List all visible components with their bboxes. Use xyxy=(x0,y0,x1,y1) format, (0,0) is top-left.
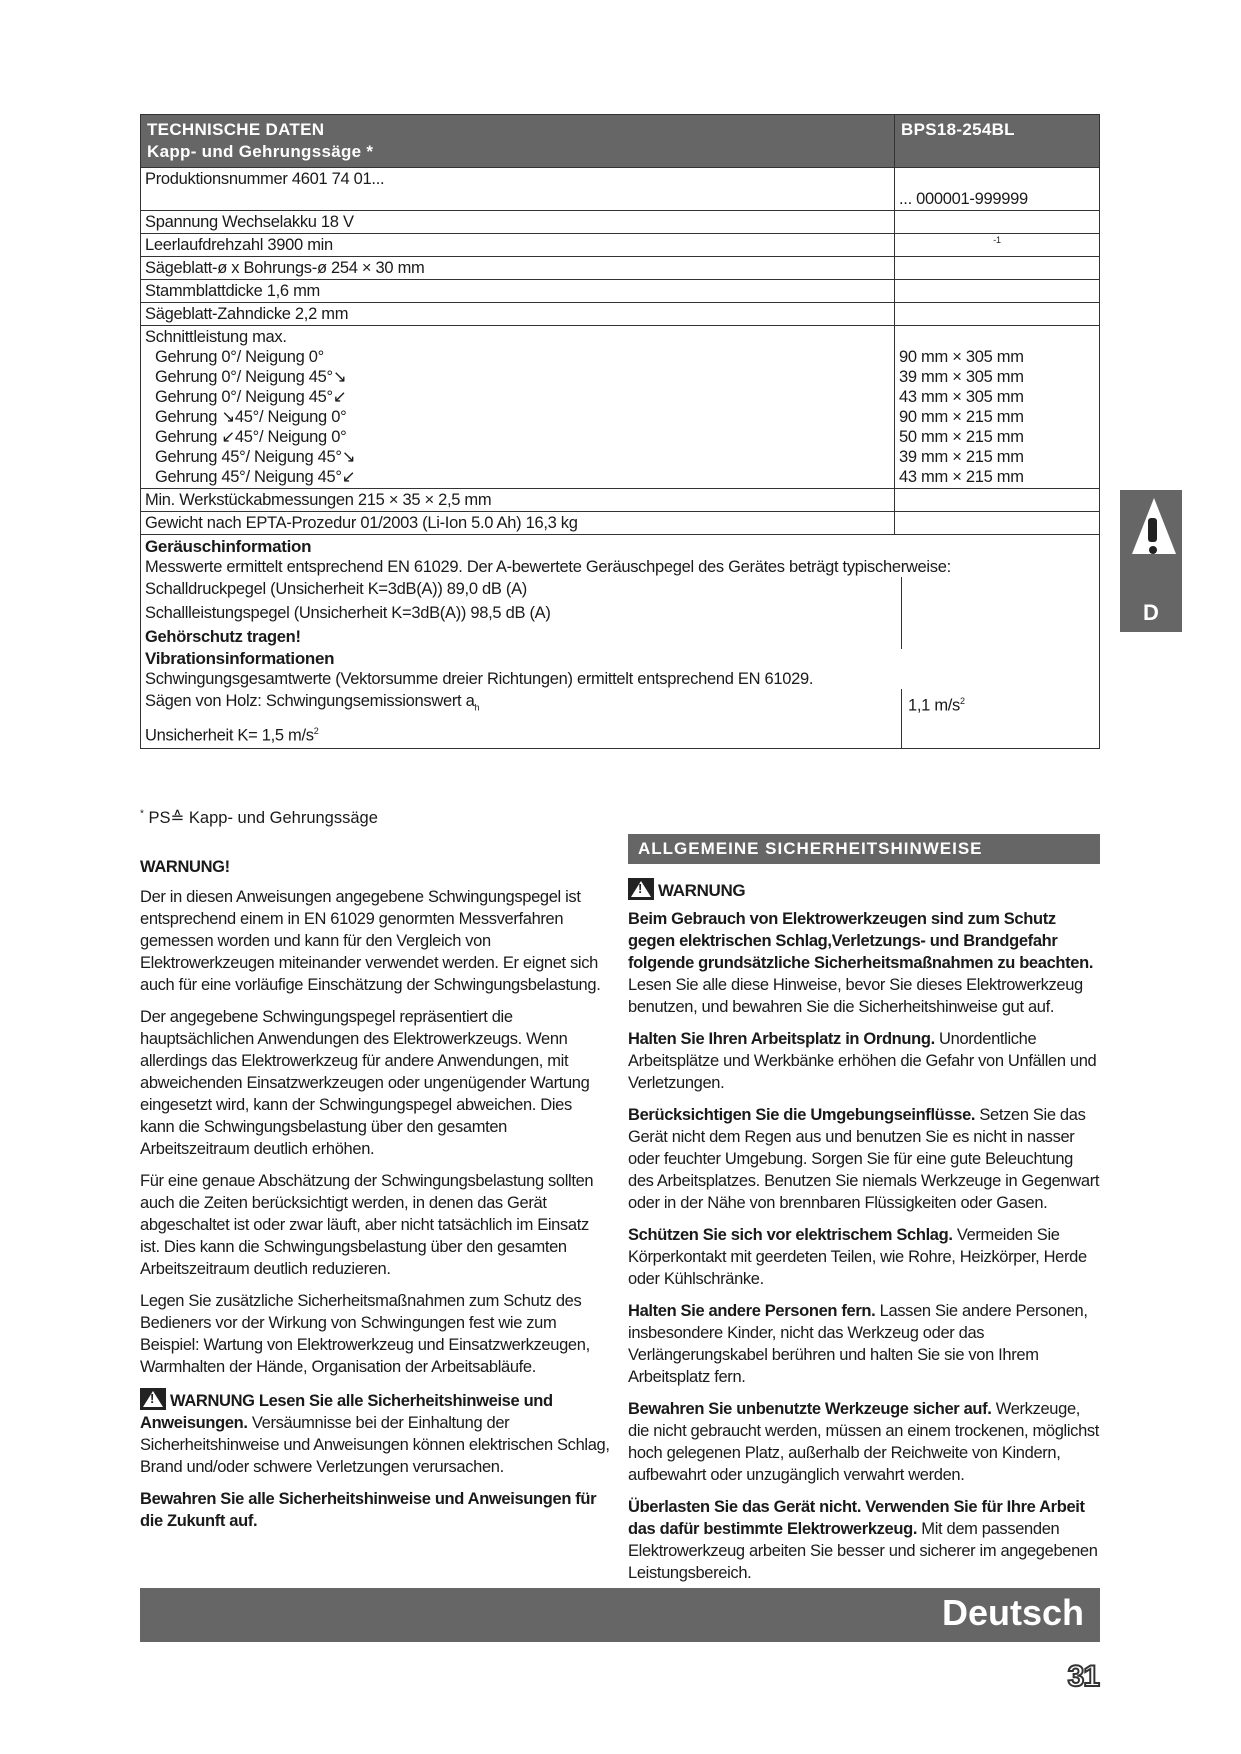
cut-value: 90 mm × 215 mm xyxy=(899,408,1024,426)
warning-paragraph xyxy=(140,1388,610,1478)
row-value xyxy=(895,211,1100,234)
row-label: Spannung Wechselakku 18 V xyxy=(141,211,895,234)
table-header-title-cell xyxy=(141,115,895,168)
table-header-title: TECHNISCHE DATEN xyxy=(147,120,325,139)
warning-sign-icon xyxy=(628,878,654,900)
row-label: Sägeblatt-Zahndicke 2,2 mm xyxy=(141,303,895,326)
left-column xyxy=(140,856,610,1542)
table-row-cutting xyxy=(141,326,1100,489)
paragraph: Legen Sie zusätzliche Sicherheitsmaßnahmen zum Schutz des Bedieners vor der Wirkung von Schwingungen fest wie zum Beispiel: Wartung von Elektrowerkzeug und Einsatzwerkzeugen, Warmhalten der Hände, Organisation der Arbeitsabläufe. xyxy=(140,1292,590,1376)
cutting-values-cell xyxy=(895,326,1100,489)
cut-value: 90 mm × 305 mm xyxy=(899,348,1024,366)
cut-label: Gehrung ↙45°/ Neigung 0° xyxy=(155,428,347,446)
warning-heading xyxy=(628,878,1100,902)
language-footer-bar xyxy=(140,1588,1100,1642)
min-workpiece-label: Min. Werkstückabmessungen 215 × 35 × 2,5 mm xyxy=(141,489,895,512)
vibration-title: Vibrationsinformationen xyxy=(145,649,335,668)
table-row xyxy=(141,257,1100,280)
cutting-capacity-cell xyxy=(141,326,895,489)
noise-vibration-cell xyxy=(141,535,1100,749)
cut-value: 39 mm × 305 mm xyxy=(899,368,1024,386)
safety-item: Halten Sie andere Personen fern. Lassen Sie andere Personen, insbesondere Kinder, nicht das Werkzeug oder das Verlängerungskabel berühren und halten Sie sie von Ihrem Arbeitsplatz fern. xyxy=(628,1302,1088,1386)
keep-instructions: Bewahren Sie alle Sicherheitshinweise und Anweisungen für die Zukunft auf. xyxy=(140,1490,597,1530)
section-heading: ALLGEMEINE SICHERHEITSHINWEISE xyxy=(628,834,1100,864)
table-header-subtitle: Kapp- und Gehrungssäge * xyxy=(147,142,374,161)
safety-item: Berücksichtigen Sie die Umgebungseinflüsse. Setzen Sie das Gerät nicht dem Regen aus und benutzen Sie es nicht in nasser oder feuchter Umgebung. Sorgen Sie für eine gute Beleuchtung des Arbeitsplatzes. Benutzen Sie niemals Werkzeuge in Gegenwart oder in der Nähe von brennbaren Flüssigkeiten oder Gasen. xyxy=(628,1106,1100,1212)
footnote xyxy=(140,808,378,828)
paragraph: Der angegebene Schwingungspegel repräsentiert die hauptsächlichen Anwendungen des Elektrowerkzeugs. Wenn allerdings das Elektrowerkzeug für andere Anwendungen, mit abweichenden Einsatzwerkzeugen oder ungenügender Wartung eingesetzt wird, kann der Schwingungspegel abweichen. Dies kann die Schwingungsbelastung über den gesamten Arbeitszeitraum deutlich erhöhen. xyxy=(140,1008,590,1158)
safety-item: Halten Sie Ihren Arbeitsplatz in Ordnung. Unordentliche Arbeitsplätze und Werkbänke erhöhen die Gefahr von Unfällen und Verletzungen. xyxy=(628,1030,1097,1092)
cut-value: 43 mm × 215 mm xyxy=(899,468,1024,486)
cut-value: 50 mm × 215 mm xyxy=(899,428,1024,446)
tech-data-table xyxy=(140,114,1100,749)
sound-power: Schallleistungspegel (Unsicherheit K=3dB(A)) 98,5 dB (A) xyxy=(145,604,551,622)
row-label: Leerlaufdrehzahl 3900 min xyxy=(141,234,895,257)
footnote-text: PS≙ Kapp- und Gehrungssäge xyxy=(148,809,378,827)
table-row xyxy=(141,234,1100,257)
cut-label: Gehrung 45°/ Neigung 45°↘ xyxy=(155,448,356,466)
side-tab-letter: D xyxy=(1143,600,1159,625)
sound-pressure: Schalldruckpegel (Unsicherheit K=3dB(A)) 89,0 dB (A) xyxy=(145,580,527,598)
noise-title: Geräuschinformation xyxy=(145,537,312,556)
table-row xyxy=(141,303,1100,326)
cut-value: 43 mm × 305 mm xyxy=(899,388,1024,406)
cutting-capacity-title: Schnittleistung max. xyxy=(145,328,287,346)
warning-sign-icon xyxy=(140,1388,166,1410)
language-label: Deutsch xyxy=(941,1592,1084,1633)
table-row xyxy=(141,280,1100,303)
footnote-mark: * xyxy=(140,808,144,820)
cut-label: Gehrung 0°/ Neigung 45°↙ xyxy=(155,388,347,406)
table-row xyxy=(141,512,1100,535)
vibration-text: Schwingungsgesamtwerte (Vektorsumme dreier Richtungen) ermittelt entsprechend EN 61029. xyxy=(145,670,814,688)
weight-label: Gewicht nach EPTA-Prozedur 01/2003 (Li-Ion 5.0 Ah) 16,3 kg xyxy=(141,512,895,535)
table-header-row xyxy=(141,115,1100,168)
row-value xyxy=(895,303,1100,326)
vibration-uncertainty-exp: 2 xyxy=(313,726,319,737)
table-header-model: BPS18-254BL xyxy=(895,115,1100,168)
paragraph: Für eine genaue Abschätzung der Schwingungsbelastung sollten auch die Zeiten berücksichtigt werden, in denen das Gerät abgeschaltet ist oder zwar läuft, aber nicht tatsächlich im Einsatz ist. Dies kann die Schwingungsbelastung über den gesamten Arbeitszeitraum deutlich reduzieren. xyxy=(140,1172,594,1278)
row-label: Sägeblatt-ø x Bohrungs-ø 254 × 30 mm xyxy=(141,257,895,280)
row-value xyxy=(895,257,1100,280)
noise-vibration-row xyxy=(141,535,1100,749)
vibration-wood-value: 1,1 m/s xyxy=(908,696,961,715)
table-row xyxy=(141,489,1100,512)
language-side-tab xyxy=(1120,490,1182,632)
vibration-wood-sub: h xyxy=(474,702,480,713)
vibration-uncertainty: Unsicherheit K= 1,5 m/s xyxy=(145,726,314,745)
warning-label: WARNUNG xyxy=(658,881,746,900)
vibration-wood-exp: 2 xyxy=(960,696,965,706)
cut-value: 39 mm × 215 mm xyxy=(899,448,1024,466)
right-column xyxy=(628,878,1100,1594)
safety-item: Beim Gebrauch von Elektrowerkzeugen sind zum Schutz gegen elektrischen Schlag,Verletzungs- und Brandgefahr folgende grundsätzliche Sicherheitsmaßnahmen zu beachten. Lesen Sie alle diese Hinweise, bevor Sie dieses Elektrowerkzeug benutzen, und bewahren Sie die Sicherheitshinweise gut auf. xyxy=(628,910,1094,1016)
cut-label: Gehrung ↘45°/ Neigung 0° xyxy=(155,408,347,426)
page-number: 31 xyxy=(1067,1660,1099,1693)
cut-label: Gehrung 0°/ Neigung 0° xyxy=(155,348,324,366)
noise-text: Messwerte ermittelt entsprechend EN 61029. Der A-bewertete Geräuschpegel des Gerätes beträgt typischerweise: xyxy=(145,558,951,576)
vibration-wood-label: Sägen von Holz: Schwingungsemissionswert a xyxy=(145,692,475,710)
row-value: ... 000001-999999 xyxy=(895,168,1100,211)
hearing-protection: Gehörschutz tragen! xyxy=(145,628,301,646)
row-value xyxy=(895,280,1100,303)
cut-label: Gehrung 45°/ Neigung 45°↙ xyxy=(155,468,356,486)
table-row xyxy=(141,168,1100,211)
warning-text: Versäumnisse bei der Einhaltung der Sicherheitshinweise und Anweisungen können elektrischen Schlag, Brand und/oder schwere Verletzungen verursachen. xyxy=(140,1414,610,1476)
row-label: Produktionsnummer 4601 74 01... xyxy=(141,168,895,211)
safety-item: Überlasten Sie das Gerät nicht. Verwenden Sie für Ihre Arbeit das dafür bestimmte Elektrowerkzeug. Mit dem passenden Elektrowerkzeug arbeiten Sie besser und sicherer im angegebenen Leistungsbereich. xyxy=(628,1498,1098,1582)
cut-label: Gehrung 0°/ Neigung 45°↘ xyxy=(155,368,347,386)
warning-bold-text: WARNUNG Lesen Sie alle Sicherheitshinweise und Anweisungen. xyxy=(140,1392,553,1432)
row-value: -1 xyxy=(895,234,1100,257)
table-row xyxy=(141,211,1100,234)
warning-title: WARNUNG! xyxy=(140,858,230,876)
safety-item: Bewahren Sie unbenutzte Werkzeuge sicher auf. Werkzeuge, die nicht gebraucht werden, müssen an einem trockenen, möglichst hoch gelegenen Platz, außerhalb der Reichweite von Kindern, aufbewahrt oder unzugänglich verwahrt werden. xyxy=(628,1400,1100,1484)
row-label: Stammblattdicke 1,6 mm xyxy=(141,280,895,303)
paragraph: Der in diesen Anweisungen angegebene Schwingungspegel ist entsprechend einem in EN 61029 genormten Messverfahren gemessen worden und kann für den Vergleich von Elektrowerkzeugen miteinander verwendet werden. Er eignet sich auch für eine vorläufige Einschätzung der Schwingungsbelastung. xyxy=(140,888,601,994)
safety-item: Schützen Sie sich vor elektrischem Schlag. Vermeiden Sie Körperkontakt mit geerdeten Teilen, wie Rohre, Heizkörper, Herde oder Kühlschränke. xyxy=(628,1226,1087,1288)
